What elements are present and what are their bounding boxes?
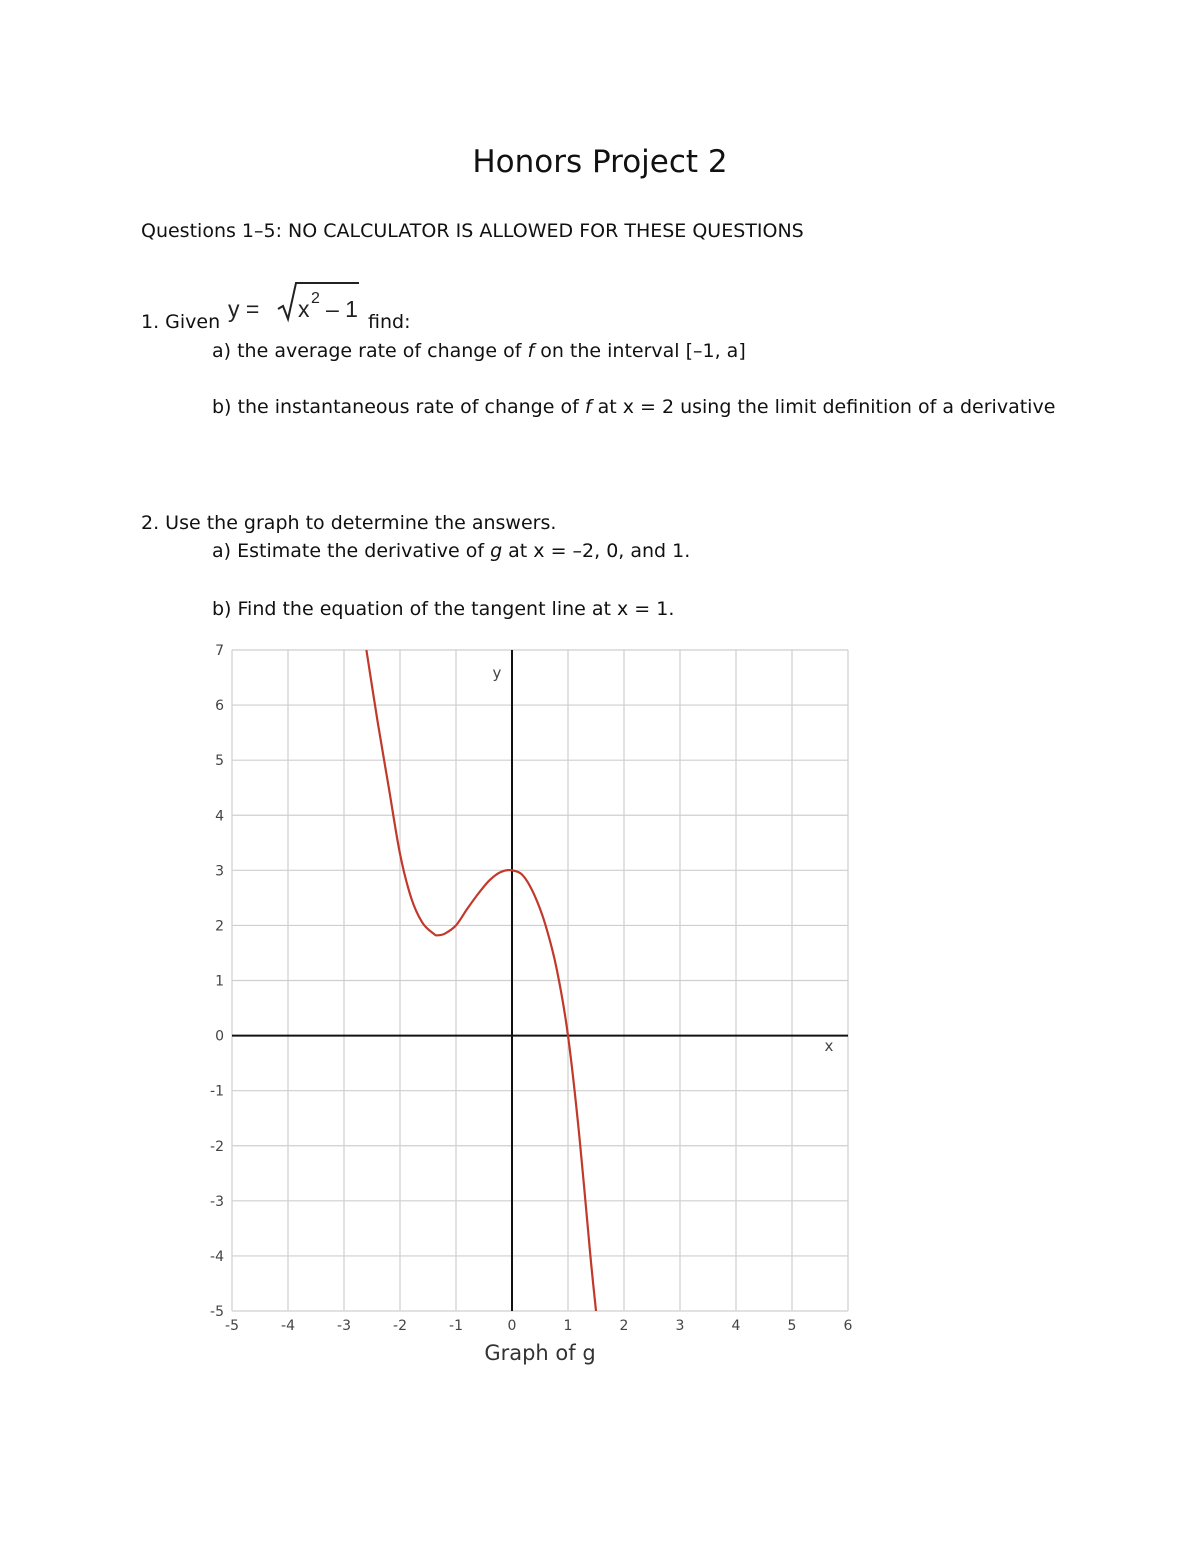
x-tick-label: 0 — [507, 1318, 517, 1334]
question-2b: b) Find the equation of the tangent line at x = 1. — [212, 598, 675, 620]
chart-caption: Graph of g — [484, 1341, 596, 1365]
x-tick-label: 4 — [731, 1318, 741, 1334]
y-tick-label: -4 — [210, 1248, 224, 1265]
x-tick-label: 5 — [787, 1318, 797, 1334]
x-tick-label: 1 — [563, 1318, 573, 1334]
x-tick-label: 6 — [843, 1318, 853, 1334]
section-header: Questions 1–5: NO CALCULATOR IS ALLOWED FOR THESE QUESTIONS — [141, 220, 804, 242]
q2a-post: at x = –2, 0, and 1. — [502, 540, 691, 562]
y-tick-label: 5 — [215, 753, 224, 770]
q1b-pre: b) the instantaneous rate of change of — [212, 396, 585, 418]
x-tick-label: 3 — [675, 1318, 685, 1334]
y-axis-label: y — [492, 664, 502, 682]
x-tick-label: -2 — [393, 1318, 407, 1334]
formula-y: y = — [228, 296, 260, 322]
q1b-var: f — [584, 396, 592, 418]
y-tick-label: -1 — [210, 1083, 224, 1100]
chart-ticks — [210, 643, 853, 1334]
formula-tail: – 1 — [326, 296, 358, 322]
y-tick-label: -2 — [210, 1138, 224, 1155]
formula-radicand: x — [298, 296, 310, 322]
x-tick-label: -3 — [337, 1318, 351, 1334]
question-1-prefix: 1. Given — [141, 311, 221, 333]
q1b-post: at x = 2 using the limit definition of a derivative — [591, 396, 1056, 418]
q1a-post: on the interval [–1, a] — [534, 340, 746, 362]
y-tick-label: 3 — [215, 863, 224, 880]
y-tick-label: 7 — [215, 643, 224, 659]
x-axis-label: x — [824, 1037, 834, 1055]
formula-y-equals-sqrt — [226, 273, 366, 325]
y-tick-label: -3 — [210, 1193, 224, 1210]
q1a-var: f — [527, 340, 535, 362]
x-tick-label: 2 — [619, 1318, 629, 1334]
page-title: Honors Project 2 — [472, 144, 728, 180]
y-tick-label: 4 — [215, 808, 224, 825]
x-tick-label: -4 — [281, 1318, 295, 1334]
q2a-pre: a) Estimate the derivative of — [212, 540, 491, 562]
q2a-var: g — [490, 540, 503, 562]
y-tick-label: 2 — [215, 918, 224, 935]
x-tick-label: -1 — [449, 1318, 463, 1334]
graph-of-g — [200, 640, 880, 1380]
q1a-pre: a) the average rate of change of — [212, 340, 528, 362]
question-2a — [212, 540, 690, 562]
y-tick-label: 6 — [215, 698, 224, 715]
question-1-suffix: find: — [368, 311, 411, 333]
question-1b — [212, 396, 1055, 418]
y-tick-label: 1 — [215, 973, 224, 990]
question-2: 2. Use the graph to determine the answers. — [141, 512, 557, 534]
y-tick-label: 0 — [215, 1028, 224, 1045]
y-tick-label: -5 — [210, 1304, 224, 1320]
formula-exponent: 2 — [311, 290, 320, 307]
chart-grid — [232, 650, 848, 1311]
x-tick-label: -5 — [225, 1318, 239, 1334]
question-1a — [212, 340, 746, 362]
